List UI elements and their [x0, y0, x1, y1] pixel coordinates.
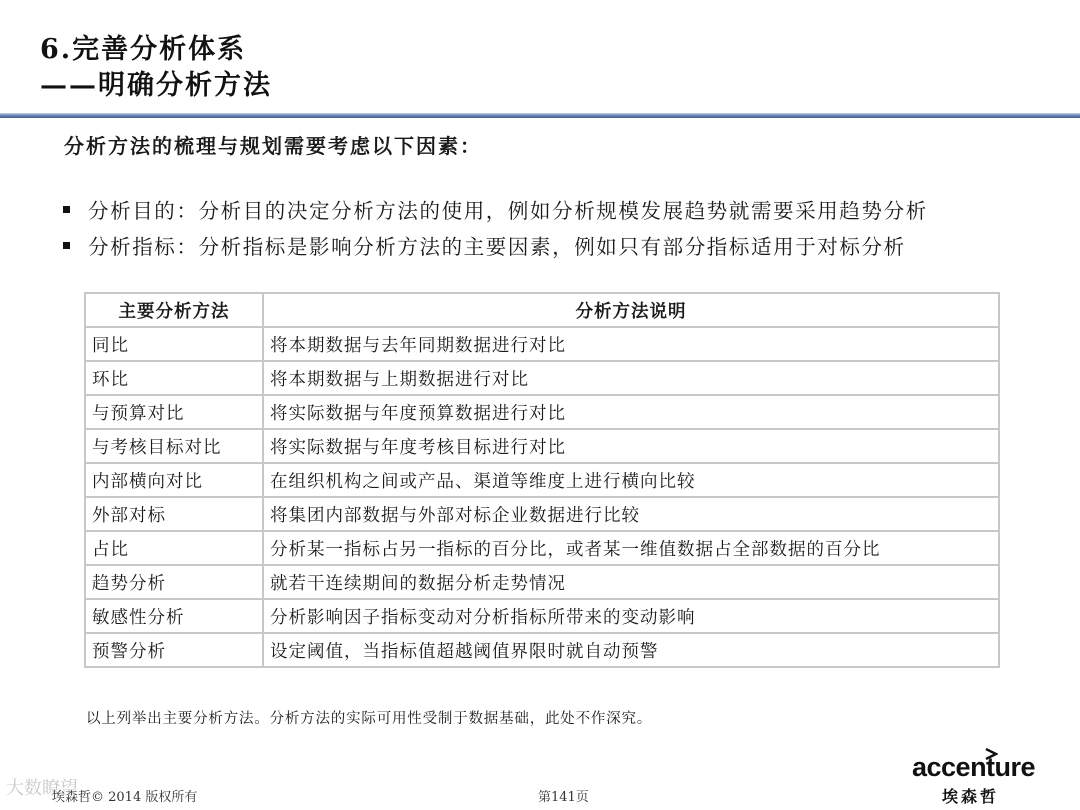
method-cell: 环比 — [85, 361, 263, 395]
method-cell: 趋势分析 — [85, 565, 263, 599]
logo-chinese-name: 埃森哲 — [942, 787, 1000, 806]
method-cell: 外部对标 — [85, 497, 263, 531]
description-cell: 将实际数据与年度考核目标进行对比 — [263, 429, 999, 463]
list-item — [62, 195, 928, 231]
square-bullet-icon — [63, 206, 70, 213]
column-header-method: 主要分析方法 — [85, 293, 263, 327]
table-row — [85, 361, 999, 395]
description-cell: 分析某一指标占另一指标的百分比，或者某一维值数据占全部数据的百分比 — [263, 531, 999, 565]
method-cell: 与考核目标对比 — [85, 429, 263, 463]
header-divider — [0, 113, 1080, 118]
factor-list — [62, 195, 928, 267]
method-cell: 内部横向对比 — [85, 463, 263, 497]
bullet-text: 分析目的：分析目的决定分析方法的使用，例如分析规模发展趋势就需要采用趋势分析 — [88, 199, 928, 223]
method-cell: 占比 — [85, 531, 263, 565]
method-cell: 预警分析 — [85, 633, 263, 667]
watermark: 大数瞭望 — [6, 778, 78, 799]
description-cell: 在组织机构之间或产品、渠道等维度上进行横向比较 — [263, 463, 999, 497]
table-row — [85, 327, 999, 361]
table-row — [85, 463, 999, 497]
copyright-text: 埃森哲© 2014 版权所有 — [52, 790, 198, 805]
table-row — [85, 599, 999, 633]
table-row — [85, 633, 999, 667]
logo-wordmark: accenture — [912, 752, 1036, 782]
page-number: 第141页 — [538, 790, 589, 805]
table-row — [85, 429, 999, 463]
description-cell: 将本期数据与去年同期数据进行对比 — [263, 327, 999, 361]
table-row — [85, 531, 999, 565]
intro-heading: 分析方法的梳理与规划需要考虑以下因素： — [64, 134, 482, 158]
square-bullet-icon — [63, 242, 70, 249]
description-cell: 分析影响因子指标变动对分析指标所带来的变动影响 — [263, 599, 999, 633]
column-header-description: 分析方法说明 — [263, 293, 999, 327]
accenture-logo — [912, 748, 1052, 804]
table-header-row — [85, 293, 999, 327]
title-line-2: ——明确分析方法 — [40, 70, 272, 101]
description-cell: 设定阈值，当指标值超越阈值界限时就自动预警 — [263, 633, 999, 667]
title-line-1: 6.完善分析体系 — [40, 34, 247, 65]
method-cell: 敏感性分析 — [85, 599, 263, 633]
bullet-text: 分析指标：分析指标是影响分析方法的主要因素，例如只有部分指标适用于对标分析 — [88, 235, 906, 259]
slide-title — [40, 32, 272, 104]
table-row — [85, 395, 999, 429]
analysis-methods-table — [84, 292, 1000, 668]
description-cell: 将集团内部数据与外部对标企业数据进行比较 — [263, 497, 999, 531]
footnote: 以上列举出主要分析方法。分析方法的实际可用性受制于数据基础，此处不作深究。 — [86, 711, 653, 727]
list-item — [62, 231, 928, 267]
method-cell: 与预算对比 — [85, 395, 263, 429]
method-cell: 同比 — [85, 327, 263, 361]
description-cell: 将实际数据与年度预算数据进行对比 — [263, 395, 999, 429]
description-cell: 就若干连续期间的数据分析走势情况 — [263, 565, 999, 599]
table-row — [85, 497, 999, 531]
table-row — [85, 565, 999, 599]
description-cell: 将本期数据与上期数据进行对比 — [263, 361, 999, 395]
